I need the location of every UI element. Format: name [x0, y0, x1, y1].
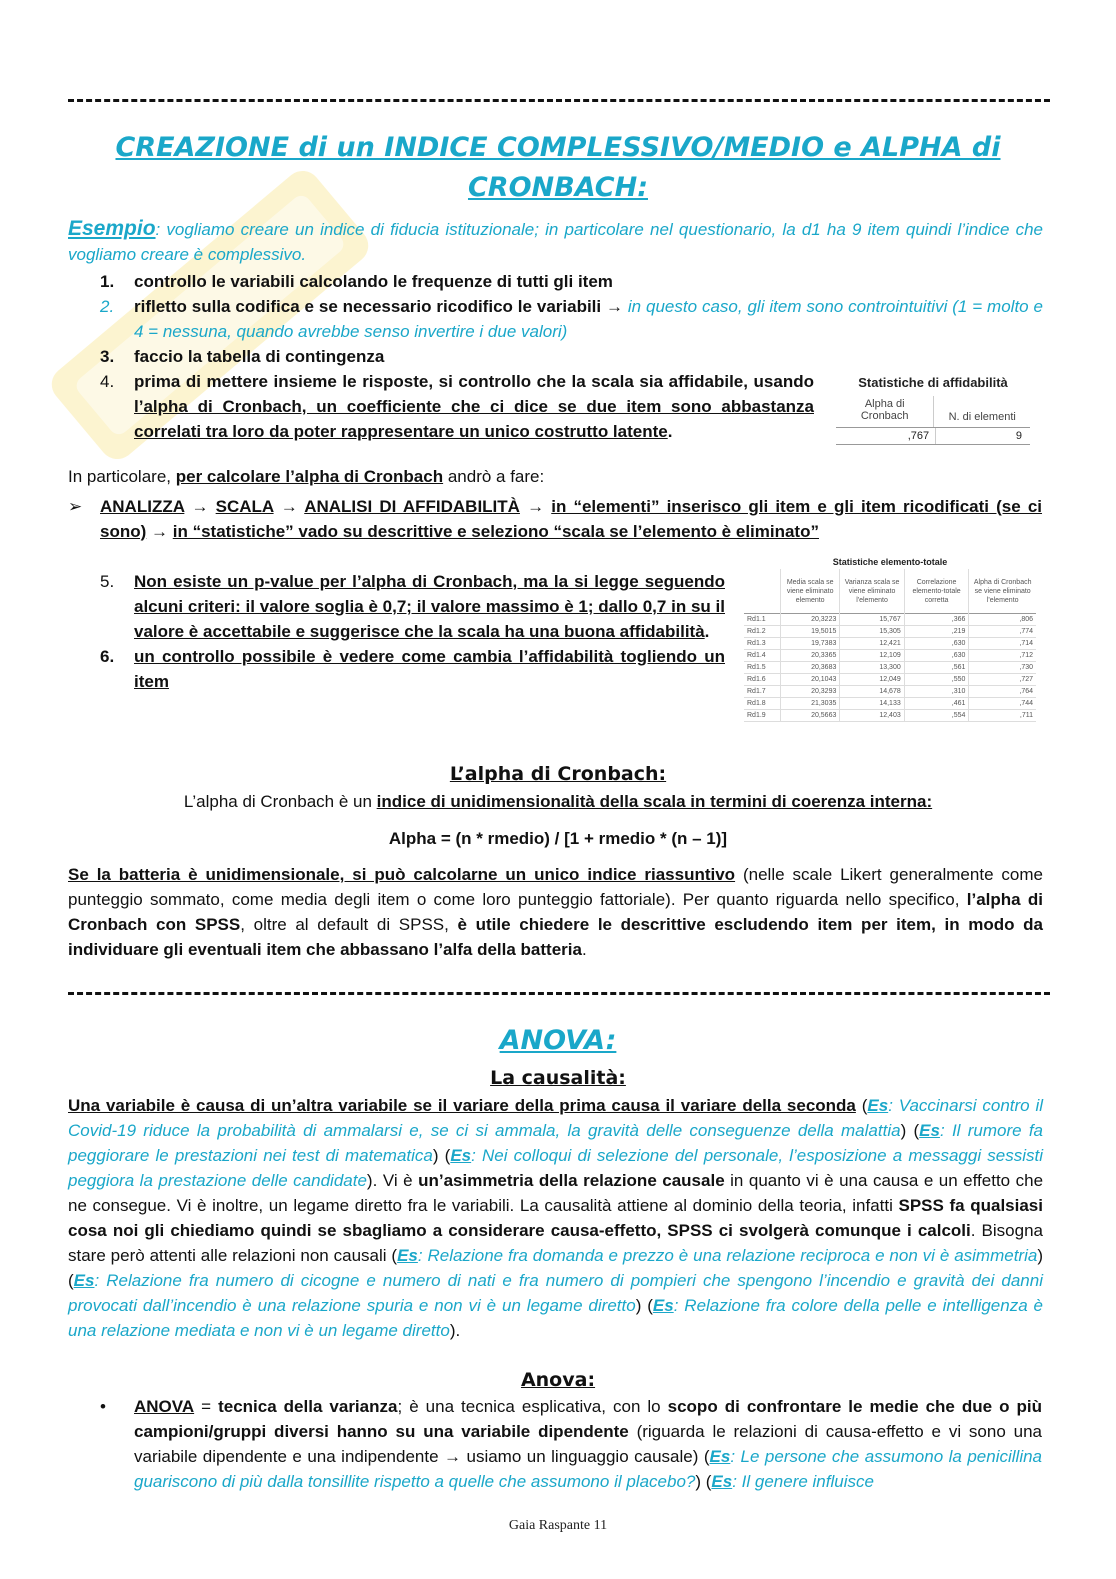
- anova-title: ANOVA:: [499, 1025, 617, 1056]
- spss-path: ANALIZZA → SCALA → ANALISI DI AFFIDABILITÀ → in “elementi” inserisco gli item e gli item ricodificati (se ci sono) → in “statistiche” vado su descrittive e seleziono “scala se l’elemento è eliminato”: [100, 497, 1043, 541]
- table-row: [744, 650, 1036, 662]
- table-cell: 14,133: [840, 698, 904, 710]
- step-item: 6. un controllo possibile è vedere come cambia l’affidabilità togliendo un item: [100, 647, 725, 691]
- table-cell: 12,403: [840, 710, 904, 722]
- table-cell: ,630: [904, 638, 969, 650]
- step-item: 2. rifletto sulla codifica e se necessario ricodifico le variabili → in questo caso, gli item sono controintuitivi (1 = molto e 4 = nessuna, quando avrebbe senso invertire i due valori): [100, 297, 1043, 341]
- section-title: CREAZIONE di un INDICE COMPLESSIVO/MEDIO e ALPHA di CRONBACH:: [115, 132, 1001, 203]
- page-footer: Gaia Raspante 11: [508, 1518, 608, 1533]
- alpha-formula: Alpha = (n * rmedio) / [1 + rmedio * (n – 1)]: [388, 829, 728, 848]
- table-title: Statistiche elemento-totale: [832, 557, 948, 567]
- table-row: [744, 614, 1036, 626]
- col-header: Varianza scala se viene eliminato l'elemento: [840, 569, 904, 614]
- unidimensional-paragraph: Se la batteria è unidimensionale, si può calcolarne un unico indice riassuntivo (nelle scale Likert generalmente come punteggio sommato, come media degli item o come loro punteggio fattoriale). Per quanto riguarda nello specifico, l’alpha di Cronbach con SPSS, oltre al default di SPSS, è utile chiedere le descrittive escludendo item per item, in modo da individuare gli eventuali item che abbassano l’alfa della batteria.: [68, 865, 1044, 959]
- table-cell: 20,1043: [781, 674, 840, 686]
- table-cell: 15,767: [840, 614, 904, 626]
- steps-list-1b: [68, 369, 814, 444]
- col-header: Alpha di Cronbach se viene eliminato l'elemento: [969, 569, 1036, 614]
- anova-heading: Anova:: [520, 1369, 596, 1391]
- table-cell: ,630: [904, 650, 969, 662]
- table-cell: ,774: [969, 626, 1036, 638]
- table-row: [744, 638, 1036, 650]
- table-cell: 20,3365: [781, 650, 840, 662]
- table-row: [744, 686, 1036, 698]
- step-item: 3. faccio la tabella di contingenza: [100, 347, 385, 366]
- step-item: 1. controllo le variabili calcolando le frequenze di tutti gli item: [100, 272, 613, 291]
- table-cell: 20,5663: [781, 710, 840, 722]
- table-cell: ,550: [904, 674, 969, 686]
- causality-heading: La causalità:: [490, 1067, 626, 1089]
- example-paragraph: [68, 216, 1043, 267]
- row-label: Rd1.4: [747, 652, 766, 659]
- table-cell: ,806: [969, 614, 1036, 626]
- table-cell: ,744: [969, 698, 1036, 710]
- row-label: Rd1.1: [747, 616, 766, 623]
- table-row: [744, 662, 1036, 674]
- table-cell: 12,421: [840, 638, 904, 650]
- steps-list-1: [68, 269, 1043, 369]
- table-row: [744, 674, 1036, 686]
- separator-middle: [68, 992, 1050, 995]
- step-item: 4. prima di mettere insieme le risposte, si controllo che la scala sia affidabile, usando l’alpha di Cronbach, un coefficiente che ci dice se due item sono abbastanza correlati tra loro da poter rappresentare un unico costrutto latente.: [100, 372, 814, 441]
- causality-paragraph: Una variabile è causa di un’altra variabile se il variare della prima causa il variare della seconda (Es: Vaccinarsi contro il Covid-19 riduce la probabilità di ammalarsi e, se ci si ammala, la gravità delle conseguenze della malattia) (Es: Il rumore fa peggiorare le prestazioni nei test di matematica) (Es: Nei colloqui di selezione del personale, l’esposizione a messaggi sessisti peggiora la prestazione delle candidate). Vi è un’asimmetria della relazione causale in quanto vi è una causa e un effetto che ne consegue. Vi è inoltre, un legame diretto fra le variabili. La causalità attiene al dominio della teoria, infatti SPSS fa qualsiasi cosa noi gli chiediamo quindi se sbagliamo a considerare causa-effetto, SPSS ci svolgerà comunque i calcoli. Bisogna stare però attenti alle relazioni non causali (Es: Relazione fra domanda e prezzo è una relazione reciproca e non vi è asimmetria) (Es: Relazione fra numero di cicogne e numero di nati e fra numero di pompieri che spengono l’incendio e gravità dei danni provocati dall’incendio è una relazione spuria e non vi è un legame diretto) (Es: Relazione fra colore della pelle e intelligenza è una relazione mediata e non vi è un legame diretto).: [68, 1096, 1044, 1340]
- col-header: Media scala se viene eliminato elemento: [781, 569, 840, 614]
- table-cell: 9: [1015, 430, 1022, 442]
- separator-top: [68, 99, 1050, 102]
- table-cell: ,554: [904, 710, 969, 722]
- item-total-table: [744, 557, 1036, 722]
- example-label: Esempio: [68, 217, 156, 240]
- row-label: Rd1.7: [747, 688, 766, 695]
- table-row: [744, 626, 1036, 638]
- alpha-definition: L’alpha di Cronbach è un indice di unidimensionalità della scala in termini di coerenza interna:: [183, 792, 933, 811]
- table-cell: ,461: [904, 698, 969, 710]
- row-label: Rd1.8: [747, 700, 766, 707]
- table-cell: ,711: [969, 710, 1036, 722]
- table-row: [744, 698, 1036, 710]
- table-cell: 15,305: [840, 626, 904, 638]
- anova-paragraph: ANOVA = tecnica della varianza; è una tecnica esplicativa, con lo scopo di confrontare le medie che due o più campioni/gruppi diversi hanno su una variabile dipendente (riguarda le relazioni di causa-effetto e vi sono una variabile dipendente e una indipendente → usiamo un linguaggio causale) (Es: Le persone che assumono la penicillina guariscono di più dalla tonsillite rispetto a quelle che assumono il placebo?) (Es: Il genere influisce: [134, 1397, 1042, 1491]
- table-cell: 14,678: [840, 686, 904, 698]
- step-item: 5. Non esiste un p-value per l’alpha di Cronbach, ma la si legge seguendo alcuni criteri: il valore soglia è 0,7; il valore massimo è 1; dallo 0,7 in su il valore è accettabile e suggerisce che la scala ha una buona affidabilità.: [100, 572, 725, 641]
- table-cell: 19,7383: [781, 638, 840, 650]
- table-cell: ,767: [836, 428, 936, 444]
- table-cell: ,764: [969, 686, 1036, 698]
- table-cell: 13,300: [840, 662, 904, 674]
- row-label: Rd1.2: [747, 628, 766, 635]
- table-title: Statistiche di affidabilità: [858, 375, 1008, 390]
- table-cell: 20,3683: [781, 662, 840, 674]
- row-label: Rd1.5: [747, 664, 766, 671]
- example-text: : vogliamo creare un indice di fiducia istituzionale; in particolare nel questionario, la d1 ha 9 item quindi l’indice che vogliamo creare è complessivo.: [68, 220, 1043, 264]
- path-bullet: ➢: [68, 497, 83, 516]
- table-cell: ,714: [969, 638, 1036, 650]
- table-cell: 20,3223: [781, 614, 840, 626]
- table-cell: ,310: [904, 686, 969, 698]
- alpha-heading: L’alpha di Cronbach:: [449, 763, 667, 785]
- reliability-table: [836, 375, 1030, 445]
- table-cell: ,219: [904, 626, 969, 638]
- row-label: Rd1.9: [747, 712, 766, 719]
- row-label: Rd1.3: [747, 640, 766, 647]
- anova-bullet: •: [100, 1397, 106, 1416]
- calc-intro: In particolare, per calcolare l’alpha di Cronbach andrò a fare:: [68, 467, 545, 486]
- table-cell: ,561: [904, 662, 969, 674]
- table-cell: 20,3293: [781, 686, 840, 698]
- col-header: Correlazione elemento-totale corretta: [904, 569, 969, 614]
- table-cell: 21,3035: [781, 698, 840, 710]
- table-cell: ,730: [969, 662, 1036, 674]
- item-table: [744, 569, 1036, 722]
- table-cell: ,712: [969, 650, 1036, 662]
- table-row: [744, 710, 1036, 722]
- table-cell: ,727: [969, 674, 1036, 686]
- table-cell: ,366: [904, 614, 969, 626]
- table-cell: 12,109: [840, 650, 904, 662]
- col-header: Alpha di Cronbach: [836, 396, 934, 427]
- row-label: Rd1.6: [747, 676, 766, 683]
- table-cell: 12,049: [840, 674, 904, 686]
- table-cell: 19,5015: [781, 626, 840, 638]
- steps-list-2: [68, 569, 725, 694]
- col-header: N. di elementi: [948, 411, 1016, 423]
